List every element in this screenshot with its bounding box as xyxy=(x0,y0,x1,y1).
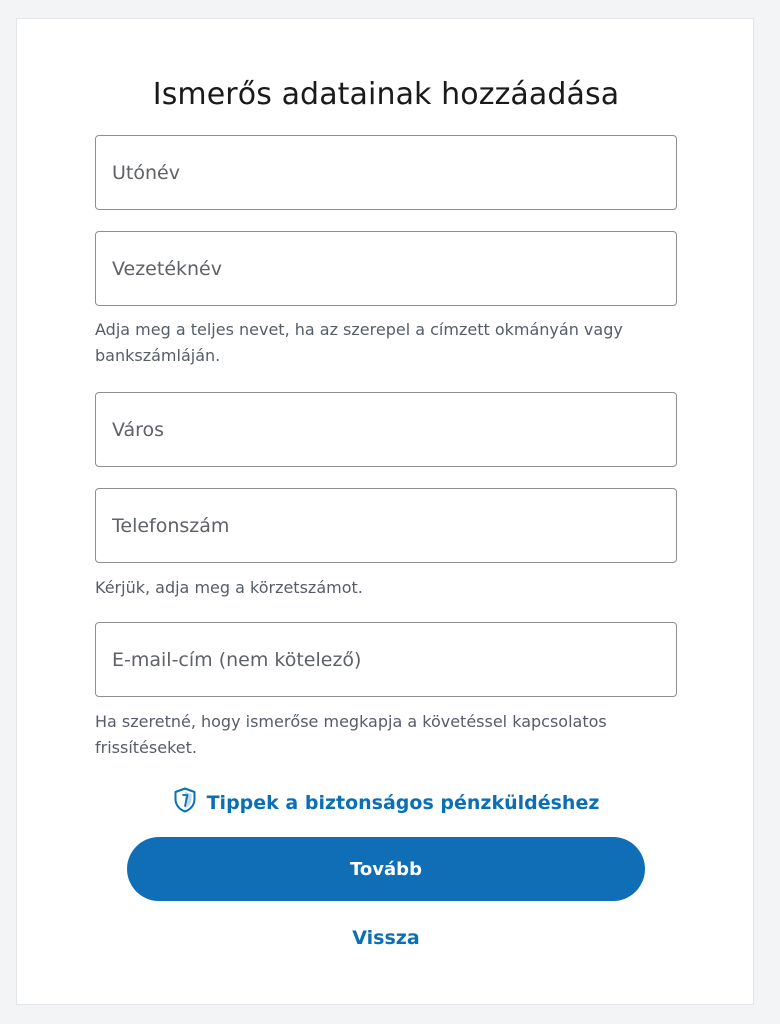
name-helper-text: Adja meg a teljes nevet, ha az szerepel a címzett okmányán vagy bankszámláján. xyxy=(95,320,623,365)
phone-field-container xyxy=(95,488,677,563)
email-field-container xyxy=(95,622,677,697)
safety-tips-link[interactable] xyxy=(17,787,755,814)
shield-icon xyxy=(173,787,197,813)
city-input[interactable] xyxy=(96,393,676,466)
email-input[interactable] xyxy=(96,623,676,696)
page-title: Ismerős adatainak hozzáadása xyxy=(152,77,620,112)
form-card xyxy=(16,18,754,1005)
city-field-container xyxy=(95,392,677,467)
phone-input[interactable] xyxy=(96,489,676,562)
email-helper-text: Ha szeretné, hogy ismerőse megkapja a követéssel kapcsolatos frissítéseket. xyxy=(95,712,607,757)
last-name-input[interactable] xyxy=(96,232,676,305)
back-link[interactable]: Vissza xyxy=(352,927,420,949)
safety-tips-label: Tippek a biztonságos pénzküldéshez xyxy=(206,792,600,814)
continue-button[interactable]: Tovább xyxy=(127,837,645,901)
first-name-field-container xyxy=(95,135,677,210)
phone-helper-text: Kérjük, adja meg a körzetszámot. xyxy=(95,578,363,597)
last-name-field-container xyxy=(95,231,677,306)
first-name-input[interactable] xyxy=(96,136,676,209)
